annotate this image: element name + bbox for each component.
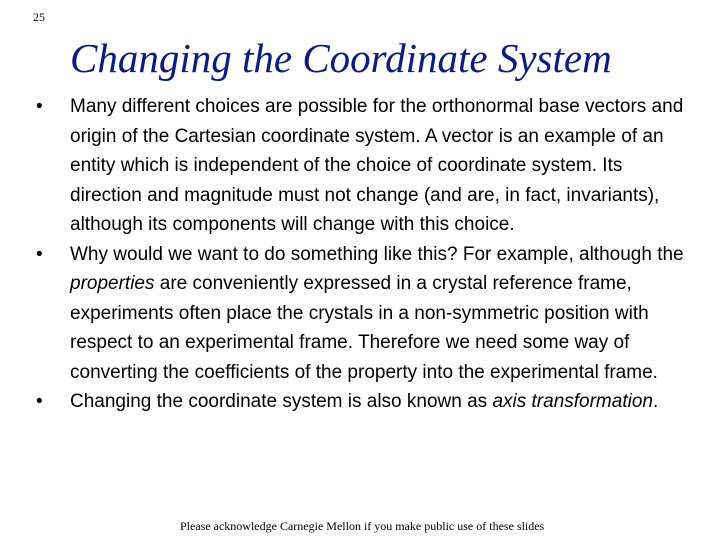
bullet-icon: • xyxy=(36,391,43,412)
bullet-text-pre: Why would we want to do something like this? For example, although the xyxy=(70,243,684,265)
bullet-icon: • xyxy=(36,243,43,265)
footer-note: Please acknowledge Carnegie Mellon if you make public use of these slides xyxy=(180,519,545,533)
bullet-text xyxy=(70,391,658,412)
bullet-text-emphasis: axis transformation xyxy=(492,391,653,412)
bullet-icon: • xyxy=(36,96,43,117)
bullet-text-post: . xyxy=(652,391,659,412)
bullet-item xyxy=(30,387,695,417)
bullet-text xyxy=(70,244,684,383)
bullet-text-post: are conveniently expressed in a crystal reference frame, experiments often place the crystals in a non-symmetric position with respect to an experimental frame. Therefore we need some way of converting the coefficients of the property into the experimental frame. xyxy=(70,273,658,383)
slide-title: Changing the Coordinate System xyxy=(70,35,612,81)
slide-number: 25 xyxy=(33,10,45,24)
bullet-list xyxy=(30,92,695,417)
bullet-item xyxy=(30,92,695,240)
bullet-text: Many different choices are possible for the orthonormal base vectors and origin of the Cartesian coordinate system. A vector is an example of an entity which is independent of the choice of coordinate system. Its direction and magnitude must not change (and are, in fact, invariants), although its components will change with this choice. xyxy=(70,96,684,235)
bullet-text-emphasis: properties xyxy=(70,273,155,294)
bullet-text-pre: Changing the coordinate system is also known as xyxy=(70,391,493,412)
bullet-item xyxy=(30,240,695,388)
